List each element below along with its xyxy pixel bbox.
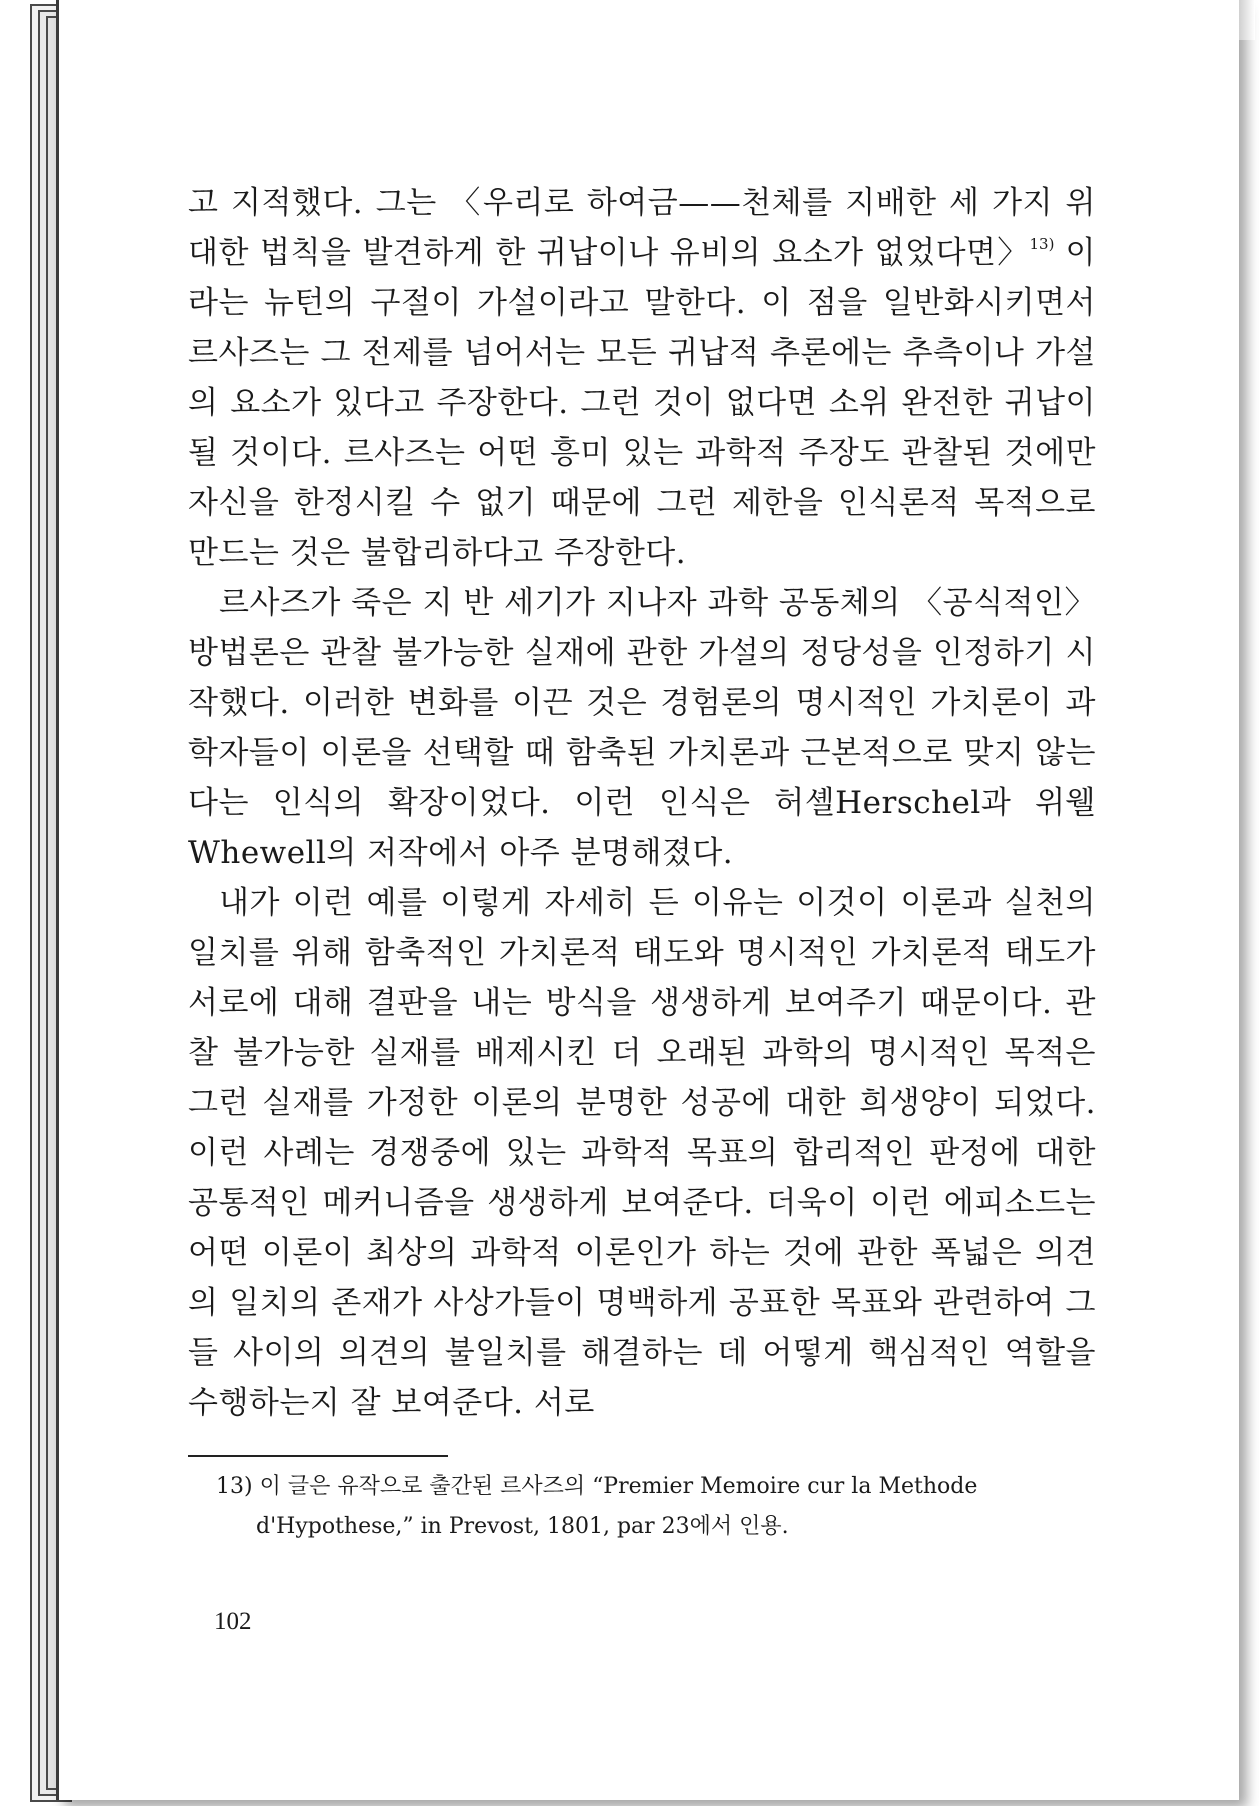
paragraph-1-text-after: 이라는 뉴턴의 구절이 가설이라고 말한다. 이 점을 일반화시키면서 르사즈는 그 전제를 넘어서는 모든 귀납적 추론에는 추측이나 가설의 요소가 있다고 주장한다. 그런 것이 없다면 소위 완전한 귀납이 될 것이다. 르사즈는 어떤 흥미 있는 과학적 주장도 관찰된 것에만 자신을 한정시킬 수 없기 때문에 그런 제한을 인식론적 목적으로 만드는 것은 불합리하다고 주장한다. (188, 235, 1096, 571)
paragraph-3: 내가 이런 예를 이렇게 자세히 든 이유는 이것이 이론과 실천의 일치를 위해 함축적인 가치론적 태도와 명시적인 가치론적 태도가 서로에 대해 결판을 내는 방식을 생생하게 보여주기 때문이다. 관찰 불가능한 실재를 배제시킨 더 오래된 과학의 명시적인 목적은 그런 실재를 가정한 이론의 분명한 성공에 대한 희생양이 되었다. 이런 사례는 경쟁중에 있는 과학적 목표의 합리적인 판정에 대한 공통적인 메커니즘을 생생하게 보여준다. 더욱이 이런 에피소드는 어떤 이론이 최상의 과학적 이론인가 하는 것에 관한 폭넓은 의견의 일치의 존재가 사상가들이 명백하게 공표한 목표와 관련하여 그들 사이의 의견의 불일치를 해결하는 데 어떻게 핵심적인 역할을 수행하는지 잘 보여준다. 서로 (188, 885, 1096, 1421)
page-corner (1239, 0, 1255, 40)
paragraph-1 (188, 178, 1096, 578)
body-text (188, 178, 1096, 1428)
page-number: 102 (214, 1608, 252, 1635)
footnote-13 (216, 1467, 1096, 1547)
paragraph-2: 르사즈가 죽은 지 반 세기가 지나자 과학 공동체의 〈공식적인〉 방법론은 관찰 불가능한 실재에 관한 가설의 정당성을 인정하기 시작했다. 이러한 변화를 이끈 것은 경험론의 명시적인 가치론이 과학자들이 이론을 선택할 때 함축된 가치론과 근본적으로 맞지 않는다는 인식의 확장이었다. 이런 인식은 허셸Herschel과 위웰Whewell의 저작에서 아주 분명해졌다. (188, 585, 1096, 871)
footnote-line-2: d'Hypothese,” in Prevost, 1801, par 23에서 인용. (256, 1514, 789, 1539)
footnote-divider (188, 1455, 448, 1457)
paragraph-1-text: 고 지적했다. 그는 〈우리로 하여금——천체를 지배한 세 가지 위대한 법칙을 발견하게 한 귀납이나 유비의 요소가 없었다면〉 (188, 185, 1096, 271)
footnote-line-1: 13) 이 글은 유작으로 출간된 르사즈의 “Premier Memoire cur la Methode (216, 1474, 978, 1499)
footnote-ref[interactable]: 13) (1029, 235, 1055, 253)
